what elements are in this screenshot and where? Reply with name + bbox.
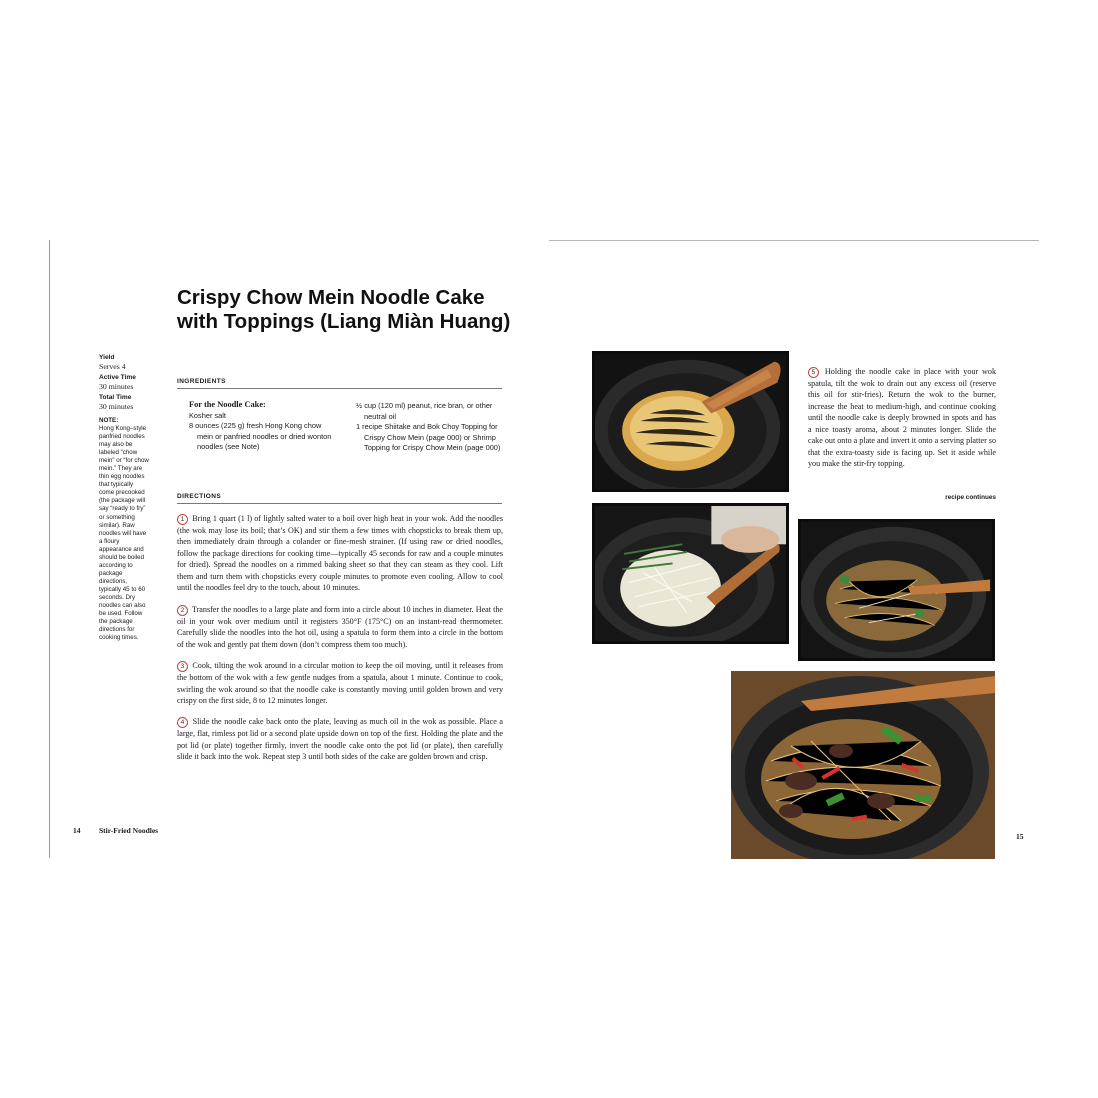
step-text: Slide the noodle cake back onto the plate, leaving as much oil in the wok as possible. Place a large, flat, rimless pot lid or a second plate upside down on top of the first. Holding the plate and the pot lid (or plate) together firmly, invert the noodle cake onto the pot lid (or plate), then carefully slide it back into the wok. Repeat step 3 until both sides of the cake are golden brown and crisp. — [177, 717, 503, 762]
note-label: NOTE: — [99, 417, 119, 424]
direction-step — [177, 660, 503, 706]
direction-step — [177, 513, 503, 594]
directions-list — [177, 513, 503, 773]
ingredient-item: ½ cup (120 ml) peanut, rice bran, or other neutral oil — [356, 401, 493, 421]
photo-finished-dish — [731, 671, 995, 859]
ingredient-item: 8 ounces (225 g) fresh Hong Kong chow mein or panfried noodles or dried wonton noodles (see Note) — [189, 421, 332, 452]
direction-step-5 — [808, 366, 996, 470]
direction-step — [177, 604, 503, 650]
page-number-left: 14 — [73, 826, 81, 835]
recipe-meta-sidebar — [99, 354, 149, 642]
step-text: Holding the noodle cake in place with your wok spatula, tilt the wok to drain out any excess oil (reserve this oil for stir-fries). Return the wok to the burner, increase the heat to medium-high, and continue cooking until the noodle cake is deeply browned in spots and has a nice toasty aroma, about 2 minutes longer. Slide the cake out onto a plate and invert it onto a serving platter so that the extra-toasty side is facing up. Set it aside while you make the stir-fry topping. — [808, 367, 996, 469]
ingredient-item: Kosher salt — [189, 410, 226, 420]
photo-adding-vegetables — [592, 503, 789, 644]
step-number-circle: 2 — [177, 605, 188, 616]
page-number-right: 15 — [1016, 832, 1024, 841]
step-text: Transfer the noodles to a large plate and form into a circle about 10 inches in diameter. Heat the oil in your wok over medium until it registers 350°F (175°C) on an instant-read thermometer. Carefully slide the noodles into the hot oil, using a spatula to form them into a circle in the bottom of the wok and gently pat them down (don’t compress them too much). — [177, 604, 504, 649]
step-number-circle: 4 — [177, 717, 188, 728]
ingredients-left-column — [189, 400, 334, 453]
recipe-continues-label: recipe continues — [945, 494, 996, 501]
direction-step — [177, 716, 503, 762]
yield-value: Serves 4 — [99, 362, 126, 371]
running-footer-section: Stir-Fried Noodles — [99, 826, 159, 835]
active-time-label: Active Time — [99, 374, 136, 381]
recipe-title: Crispy Chow Mein Noodle Cake with Toppings (Liang Miàn Huang) — [177, 286, 511, 333]
top-rule-right — [549, 240, 1039, 241]
step-number-circle: 5 — [808, 367, 819, 378]
ingredients-right-column — [356, 401, 501, 454]
gutter-rule-left — [49, 240, 50, 858]
photo-tossing-noodles — [798, 519, 995, 661]
total-time-value: 30 minutes — [99, 402, 134, 411]
step-number-circle: 3 — [177, 661, 188, 672]
step-text: Cook, tilting the wok around in a circular motion to keep the oil moving, until it releases from the bottom of the wok with a few gentle nudges from a spatula, about 1 minute. Continue to cook, swirling the wok around so that the noodle cake is constantly moving until golden brown and very crispy on the first side, 8 to 12 minutes longer. — [177, 661, 503, 705]
ingredient-item: 1 recipe Shiitake and Bok Choy Topping for Crispy Chow Mein (page 000) or Shrimp Topping for Crispy Chow Mein (page 000) — [356, 422, 501, 453]
active-time-value: 30 minutes — [99, 382, 134, 391]
total-time-label: Total Time — [99, 394, 132, 401]
note-text: Hong Kong–style panfried noodles may also be labeled “chow mein” or “for chow mein.” They are thin egg noodles that typically come precooked (the package will say “ready to fry” or something similar). Raw noodles will have a floury appearance and should be boiled according to package directions, typically 45 to 60 seconds. Dry noodles can also be used. Follow the package directions for cooking times. — [99, 425, 149, 642]
yield-label: Yield — [99, 354, 115, 361]
step-text: Bring 1 quart (1 l) of lightly salted water to a boil over high heat in your wok. Add the noodles (the wok may lose its boil; that’s OK) and stir them a few times with chopsticks to break them up, then immediately drain through a colander or fine-mesh strainer. (If using raw or dried noodles, follow the package directions for cooking time—typically 45 seconds for raw and a couple minutes for dried). Spread the noodles on a rimmed baking sheet so that they can steam as they cool. Lift them and turn them with chopsticks every couple minutes to promote even cooling. Allow to cool until the noodles feel dry to the touch, about 10 minutes. — [177, 514, 503, 593]
ingredients-heading: INGREDIENTS — [177, 378, 502, 389]
ingredient-group-title: For the Noodle Cake: — [189, 400, 266, 409]
photo-noodle-cake-in-wok — [592, 351, 789, 492]
step-number-circle: 1 — [177, 514, 188, 525]
directions-heading: DIRECTIONS — [177, 493, 502, 504]
